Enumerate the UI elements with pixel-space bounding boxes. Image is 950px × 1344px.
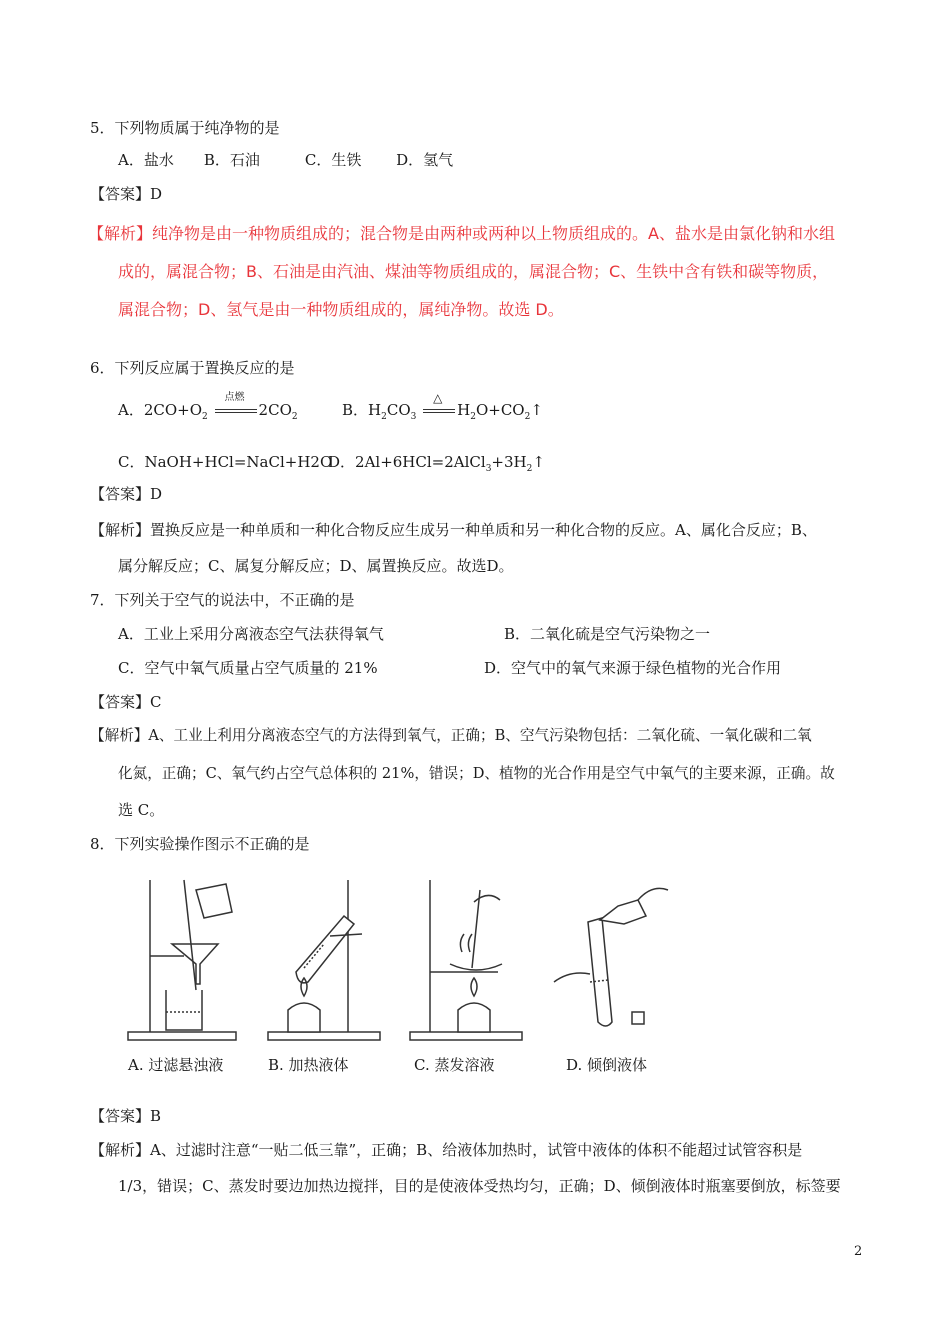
lab-operations-figure <box>118 872 678 1082</box>
q8-analysis-line-1: 【解析】A、过滤时注意“一贴二低三靠”，正确；B、给液体加热时，试管中液体的体积不能超过试管容积是 <box>90 1141 803 1159</box>
q7-option-d: D．空气中的氧气来源于绿色植物的光合作用 <box>484 659 782 677</box>
q6-option-c: C．NaOH+HCl=NaCl+H2O <box>118 453 333 471</box>
q5-analysis-line-3: 属混合物；D、氢气是由一种物质组成的，属纯净物。故选 D。 <box>118 300 564 319</box>
q7-option-b: B．二氧化硫是空气污染物之一 <box>504 625 711 643</box>
q7-option-c: C．空气中氧气质量占空气质量的 21% <box>118 659 378 677</box>
figure-caption-d: D. 倾倒液体 <box>566 1056 648 1074</box>
q6-option-b: B．$H_2CO_3$ △ $H_2O+CO_2↑$ <box>342 400 572 424</box>
q5-stem: 5．下列物质属于纯净物的是 <box>90 119 280 137</box>
q7-option-a: A．工业上采用分离液态空气法获得氧气 <box>118 625 384 643</box>
q6-option-b-condition: △ <box>433 391 443 405</box>
q6-analysis-line-2: 属分解反应；C、属复分解反应；D、属置换反应。故选D。 <box>118 557 514 575</box>
pouring-liquid-apparatus <box>554 888 668 1026</box>
figure-caption-c: C. 蒸发溶液 <box>414 1056 495 1074</box>
evaporation-apparatus <box>410 880 522 1040</box>
q6-option-d: D．$2Al+6HCl=2AlCl_3+3H_2↑$ <box>328 453 545 474</box>
q5-analysis-line-1: 【解析】纯净物是由一种物质组成的；混合物是由两种或两种以上物质组成的。A、盐水是由氯化钠和水组 <box>88 224 835 243</box>
q8-stem: 8．下列实验操作图示不正确的是 <box>90 835 310 853</box>
q5-answer: 【答案】D <box>90 185 163 203</box>
figure-caption-b: B. 加热液体 <box>268 1056 349 1074</box>
q7-analysis-line-2: 化氮，正确；C、氧气约占空气总体积的 21%，错误；D、植物的光合作用是空气中氧气的主要来源，正确。故 <box>118 765 835 782</box>
q7-stem: 7．下列关于空气的说法中，不正确的是 <box>90 591 355 609</box>
q8-analysis-line-2: 1/3，错误；C、蒸发时要边加热边搅拌，目的是使液体受热均匀，正确；D、倾倒液体时瓶塞要倒放，标签要 <box>118 1177 841 1195</box>
page-number: 2 <box>854 1244 863 1259</box>
heating-liquid-apparatus <box>268 880 380 1040</box>
q7-answer: 【答案】C <box>90 693 162 711</box>
q5-options: A．盐水 B．石油 C．生铁 D．氢气 <box>118 151 454 169</box>
q7-analysis-line-1: 【解析】A、工业上利用分离液态空气的方法得到氧气，正确；B、空气污染物包括：二氧化硫、一氧化碳和二氧 <box>90 727 812 744</box>
q6-option-a: A．$2CO+O_2$ 点燃 $2CO_2$ <box>118 400 318 424</box>
lab-apparatus-illustration <box>118 872 678 1052</box>
q6-analysis-line-1: 【解析】置换反应是一种单质和一种化合物反应生成另一种单质和另一种化合物的反应。A、属化合反应；B、 <box>90 521 817 539</box>
q7-analysis-line-3: 选 C。 <box>118 801 165 819</box>
figure-caption-a: A. 过滤悬浊液 <box>128 1056 224 1074</box>
q8-answer: 【答案】B <box>90 1107 162 1125</box>
q5-analysis-line-2: 成的，属混合物；B、石油是由汽油、煤油等物质组成的，属混合物；C、生铁中含有铁和碳等物质， <box>118 262 829 281</box>
q6-answer: 【答案】D <box>90 485 163 503</box>
q6-option-a-condition: 点燃 <box>224 392 245 403</box>
filtration-apparatus <box>128 880 236 1040</box>
q6-stem: 6．下列反应属于置换反应的是 <box>90 359 295 377</box>
